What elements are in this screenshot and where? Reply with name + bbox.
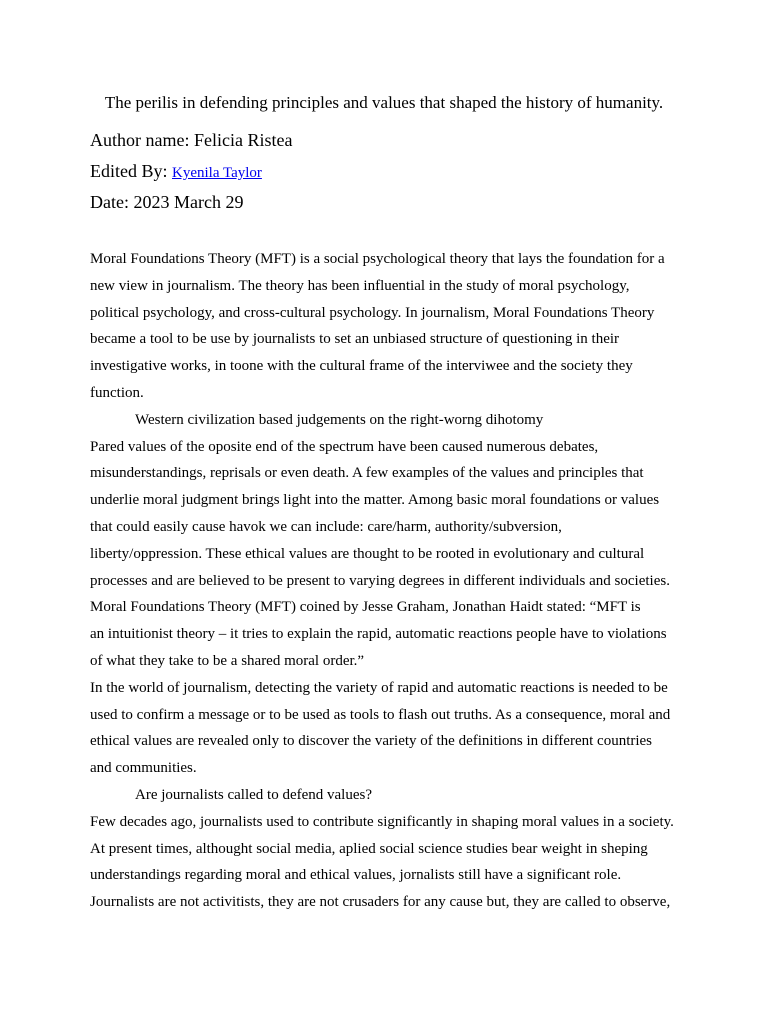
body-line: At present times, althought social media, aplied social science studies bear weight in sheping [90,840,648,857]
body-line: that could easily cause havok we can include: care/harm, authority/subversion, [90,518,562,535]
body-line: misunderstandings, reprisals or even death. A few examples of the values and principles that [90,465,644,482]
body-line: became a tool to be use by journalists to set an unbiased structure of questioning in their [90,331,620,348]
body-line: Few decades ago, journalists used to contribute significantly in shaping moral values in a society. [90,813,674,830]
body-line: underlie moral judgment brings light into the matter. Among basic moral foundations or values [90,492,660,509]
body-line: new view in journalism. The theory has been influential in the study of moral psychology, [90,277,630,294]
editor-line [90,161,262,182]
body-line: used to confirm a message or to be used as tools to flash out truths. As a consequence, moral and [90,706,671,723]
body-line: an intuitionist theory – it tries to explain the rapid, automatic reactions people have to violations [90,626,667,643]
body-line: ethical values are revealed only to discover the variety of the definitions in different countries [90,733,653,750]
editor-link[interactable]: Kyenila Taylor [172,165,262,181]
document-body [90,246,690,916]
body-line: Journalists are not activitists, they are not crusaders for any cause but, they are called to observe, [90,894,671,911]
author-line: Author name: Felicia Ristea [90,130,293,150]
editor-prefix: Edited By: [90,161,172,181]
date-line: Date: 2023 March 29 [90,192,244,212]
body-line: processes and are believed to be present to varying degrees in different individuals and societies. [90,572,670,589]
body-line: liberty/oppression. These ethical values are thought to be rooted in evolutionary and cultural [90,545,645,562]
body-line: and communities. [90,760,197,777]
body-line: Moral Foundations Theory (MFT) coined by Jesse Graham, Jonathan Haidt stated: “MFT is [90,599,641,616]
body-line: Pared values of the oposite end of the spectrum have been caused numerous debates, [90,438,599,455]
body-line: function. [90,384,144,401]
body-line: In the world of journalism, detecting the variety of rapid and automatic reactions is needed to be [90,679,668,696]
body-line: investigative works, in toone with the cultural frame of the interviwee and the society they [90,358,633,375]
body-line: understandings regarding moral and ethical values, jornalists still have a significant role. [90,867,622,884]
body-line: of what they take to be a shared moral order.” [90,652,365,669]
section-heading: Western civilization based judgements on the right-worng dihotomy [135,411,544,428]
body-line: political psychology, and cross-cultural psychology. In journalism, Moral Foundations Theory [90,304,655,321]
body-line: Moral Foundations Theory (MFT) is a social psychological theory that lays the foundation for a [90,251,665,267]
document-title: The perilis in defending principles and values that shaped the history of humanity. [104,93,664,112]
section-heading: Are journalists called to defend values? [135,786,372,803]
